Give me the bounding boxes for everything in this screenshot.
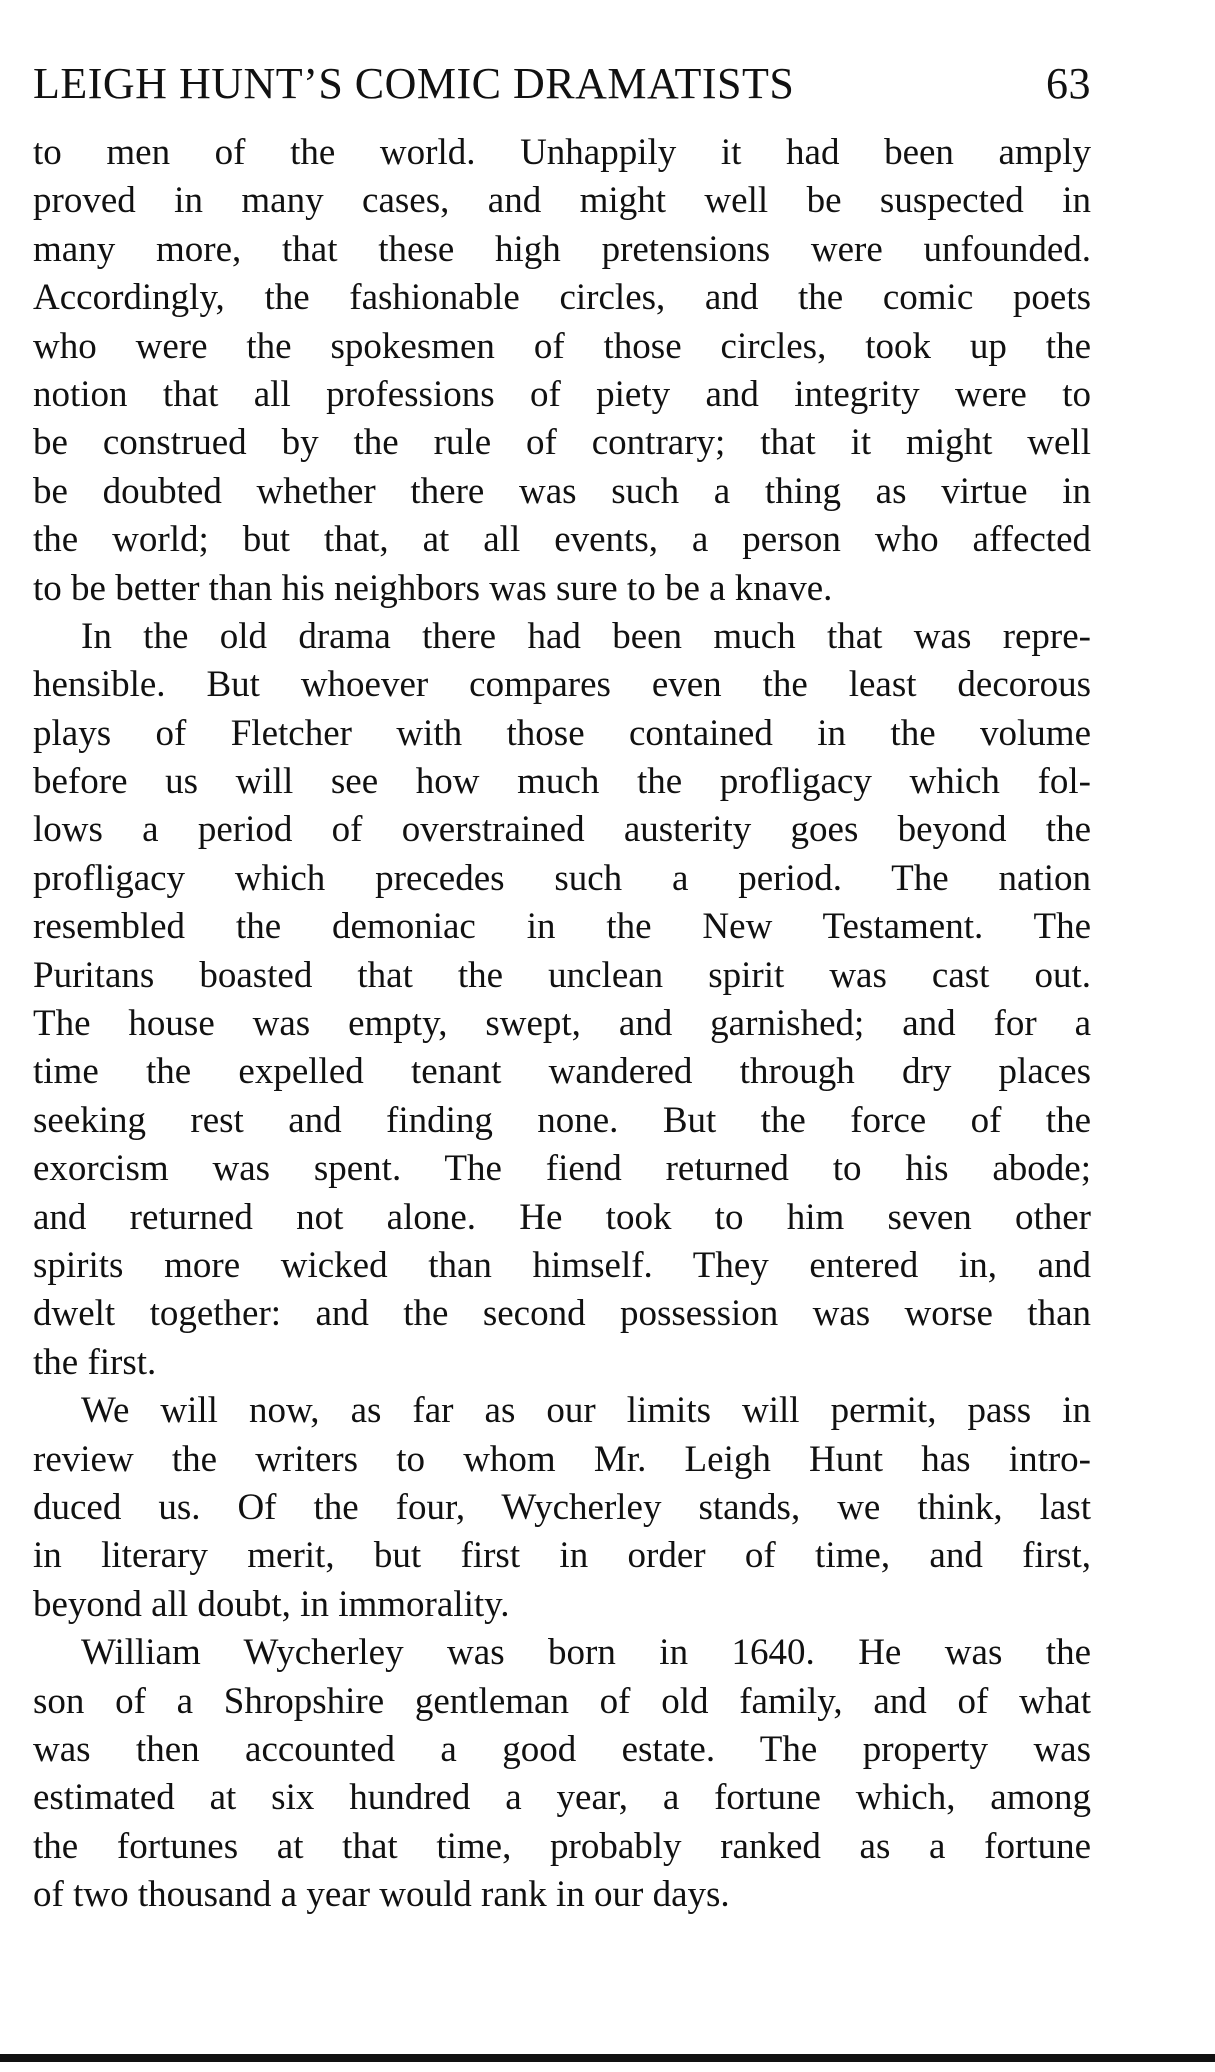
text-line: to be better than his neighbors was sure to be a knave. (33, 567, 833, 609)
page-number: 63 (1046, 59, 1091, 108)
text-line: the fortunes at that time, probably ranked as a fortune (33, 1825, 1091, 1867)
text-line: was then accounted a good estate. The property was (33, 1728, 1091, 1770)
text-line: duced us. Of the four, Wycherley stands, we think, last (33, 1486, 1091, 1528)
text-line: son of a Shropshire gentleman of old family, and of what (33, 1680, 1091, 1722)
text-line: be construed by the rule of contrary; that it might well (33, 422, 1091, 464)
book-page (33, 59, 1091, 1919)
running-head-title: LEIGH HUNT’S COMIC DRAMATISTS (33, 59, 795, 108)
paragraph (33, 613, 1091, 1387)
text-line: the first. (33, 1341, 157, 1383)
text-line: time the expelled tenant wandered through dry places (33, 1051, 1091, 1093)
text-line: spirits more wicked than himself. They entered in, and (33, 1244, 1091, 1286)
text-line: The house was empty, swept, and garnished; and for a (33, 1003, 1091, 1045)
body-text (33, 129, 1091, 1919)
text-line: hensible. But whoever compares even the least decorous (33, 664, 1091, 706)
text-line: We will now, as far as our limits will permit, pass in (81, 1390, 1091, 1432)
text-line: many more, that these high pretensions were unfounded. (33, 228, 1091, 270)
text-line: Accordingly, the fashionable circles, and the comic poets (33, 277, 1091, 319)
text-line: seeking rest and finding none. But the force of the (33, 1099, 1091, 1141)
text-line: resembled the demoniac in the New Testament. The (33, 906, 1091, 948)
text-line: beyond all doubt, in immorality. (33, 1583, 510, 1625)
text-line: be doubted whether there was such a thing as virtue in (33, 470, 1091, 512)
text-line: notion that all professions of piety and integrity were to (33, 373, 1091, 415)
text-line: review the writers to whom Mr. Leigh Hunt has intro- (33, 1438, 1091, 1480)
paragraph (33, 129, 1091, 613)
text-line: plays of Fletcher with those contained in the volume (33, 712, 1091, 754)
text-line: in literary merit, but first in order of time, and first, (33, 1535, 1091, 1577)
text-line: In the old drama there had been much that was repre- (81, 615, 1091, 657)
text-line: who were the spokesmen of those circles, took up the (33, 325, 1091, 367)
text-line: William Wycherley was born in 1640. He was the (81, 1632, 1091, 1674)
text-line: proved in many cases, and might well be suspected in (33, 180, 1091, 222)
text-line: profligacy which precedes such a period. The nation (33, 857, 1091, 899)
paragraph (33, 1629, 1091, 1919)
text-line: Puritans boasted that the unclean spirit was cast out. (33, 954, 1091, 996)
bottom-rule (0, 2054, 1215, 2062)
text-line: of two thousand a year would rank in our days. (33, 1874, 730, 1916)
paragraph (33, 1387, 1091, 1629)
text-line: dwelt together: and the second possession was worse than (33, 1293, 1091, 1335)
text-line: and returned not alone. He took to him seven other (33, 1196, 1091, 1238)
text-line: estimated at six hundred a year, a fortune which, among (33, 1777, 1091, 1819)
text-line: before us will see how much the profligacy which fol- (33, 761, 1091, 803)
text-line: to men of the world. Unhappily it had been amply (33, 132, 1091, 173)
text-line: exorcism was spent. The fiend returned to his abode; (33, 1148, 1091, 1190)
text-line: the world; but that, at all events, a person who affected (33, 519, 1091, 561)
running-head (33, 59, 1091, 124)
text-line: lows a period of overstrained austerity goes beyond the (33, 809, 1091, 851)
